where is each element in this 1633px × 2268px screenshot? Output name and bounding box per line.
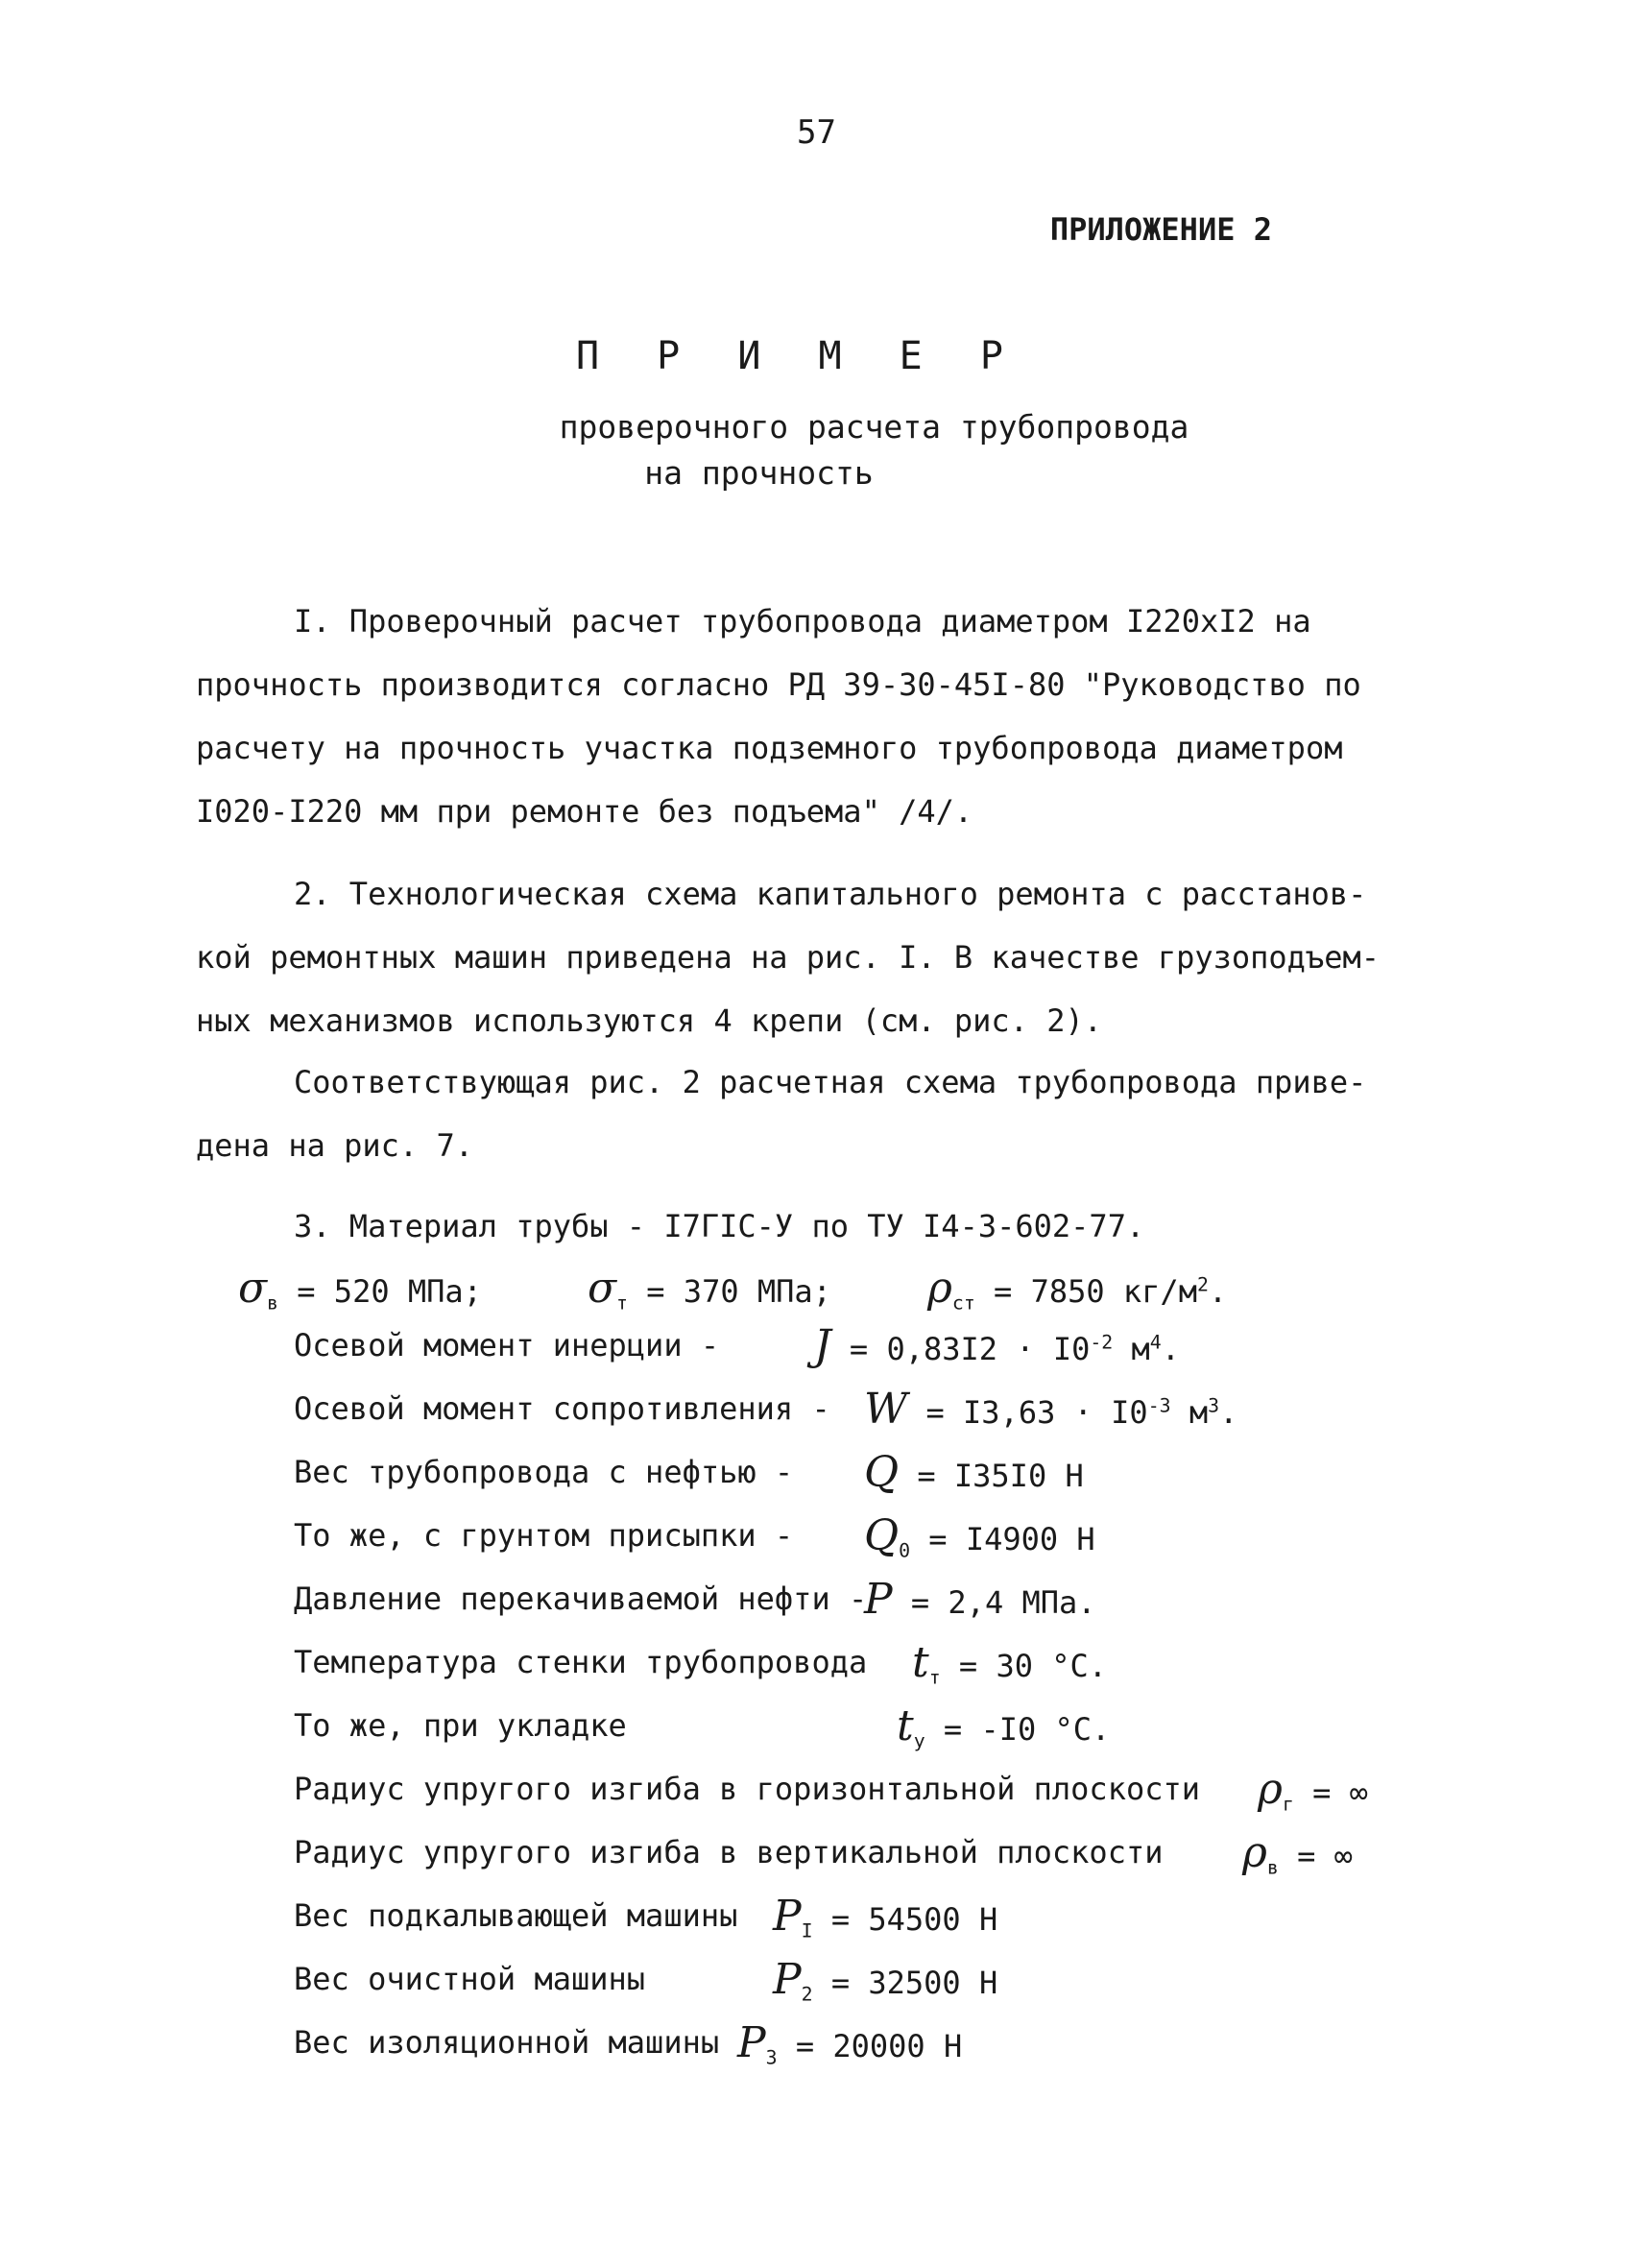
paragraph-3-line-2: дена на рис. 7. (196, 1127, 473, 1164)
param-value-4 (864, 1575, 1096, 1624)
paragraph-1-line-1: I. Проверочный расчет трубопровода диаметром I220xI2 на (294, 603, 1311, 639)
subtitle-line-1: проверочного расчета трубопровода (559, 408, 1189, 446)
param-number-1: = I3,63 · I0 (907, 1394, 1148, 1431)
paragraph-2-line-1: 2. Технологическая схема капитального ремонта с расстанов- (294, 876, 1367, 912)
param-subscript-3: 0 (899, 1539, 911, 1562)
param-label-1: Осевой момент сопротивления - (294, 1390, 830, 1427)
param-symbol-10: P (773, 1955, 802, 2004)
param-label-5: Температура стенки трубопровода (294, 1644, 868, 1680)
param-symbol-9: P (773, 1892, 802, 1941)
param-label-0: Осевой момент инерции - (294, 1327, 720, 1363)
document-title: П Р И М Е Р (576, 334, 1021, 378)
sigma-t-sub: т (616, 1291, 628, 1315)
param-number-7: = ∞ (1293, 1774, 1368, 1811)
param-symbol-4: P (864, 1575, 893, 1624)
sigma-b-sub: в (267, 1291, 278, 1315)
param-value-8 (1242, 1828, 1353, 1878)
param-symbol-1: W (864, 1385, 908, 1434)
paragraph-3-line-1: Соответствующая рис. 2 расчетная схема трубопровода приве- (294, 1064, 1367, 1100)
paragraph-1-line-4: I020-I220 мм при ремонте без подъема" /4/. (196, 793, 973, 830)
param-tail-1: . (1219, 1394, 1238, 1431)
param-label-4: Давление перекачиваемой нефти - (294, 1580, 868, 1617)
param-symbol-8: ρ (1242, 1828, 1267, 1877)
param-symbol-3: Q (864, 1511, 900, 1560)
param-symbol-5: t (912, 1638, 929, 1687)
param-symbol-7: ρ (1258, 1765, 1283, 1814)
sigma-t-symbol: σ (588, 1264, 617, 1313)
subtitle-line-2: на прочность (644, 454, 874, 492)
param-value-11 (737, 2018, 962, 2068)
param-number-2: = I35I0 Н (899, 1458, 1084, 1494)
param-label-9: Вес подкалывающей машины (294, 1897, 738, 1934)
param-exponent-1: -3 (1147, 1394, 1171, 1417)
param-symbol-11: P (737, 2018, 766, 2067)
sigma-b-number: = 520 МПа; (297, 1273, 482, 1310)
param-number-0: = 0,83I2 · I0 (830, 1331, 1091, 1367)
param-label-8: Радиус упругого изгиба в вертикальной плоскости (294, 1834, 1164, 1870)
rho-st-value (927, 1264, 1227, 1314)
param-value-2 (864, 1448, 1084, 1497)
page-number: 57 (797, 113, 836, 152)
param-subscript-8: в (1266, 1856, 1279, 1879)
section-3-intro: 3. Материал трубы - I7ГIС-У по ТУ I4-3-602-77. (294, 1208, 1145, 1244)
param-value-6 (897, 1701, 1110, 1751)
paragraph-2-line-2: кой ремонтных машин приведена на рис. I. В качестве грузоподъем- (196, 939, 1380, 976)
param-subscript-6: у (913, 1729, 925, 1752)
rho-st-sub: ст (951, 1291, 975, 1315)
param-label-10: Вес очистной машины (294, 1961, 646, 1997)
param-subscript-9: I (801, 1919, 813, 1942)
param-value-3 (864, 1511, 1095, 1561)
param-number-4: = 2,4 МПа. (892, 1584, 1096, 1621)
param-number-8: = ∞ (1278, 1838, 1353, 1874)
paragraph-1-line-2: прочность производится согласно РД 39-30-45I-80 "Руководство по (196, 666, 1361, 703)
appendix-heading: ПРИЛОЖЕНИЕ 2 (1049, 211, 1272, 248)
param-exponent-0: -2 (1090, 1331, 1114, 1354)
param-subscript-7: г (1282, 1793, 1294, 1816)
param-subscript-11: 3 (765, 2046, 778, 2069)
param-number-5: = 30 °С. (940, 1648, 1108, 1684)
param-unit-1: м (1170, 1394, 1209, 1431)
rho-st-symbol: ρ (927, 1264, 952, 1313)
param-number-11: = 20000 Н (777, 2028, 963, 2064)
param-label-11: Вес изоляционной машины (294, 2024, 720, 2061)
param-value-5 (912, 1638, 1107, 1688)
param-label-7: Радиус упругого изгиба в горизонтальной плоскости (294, 1771, 1201, 1807)
param-label-3: То же, с грунтом присыпки - (294, 1517, 794, 1554)
param-value-1 (864, 1385, 1237, 1434)
param-number-6: = -I0 °С. (925, 1711, 1111, 1748)
param-label-2: Вес трубопровода с нефтью - (294, 1454, 794, 1490)
param-value-9 (773, 1892, 997, 1942)
param-value-0 (814, 1321, 1180, 1370)
sigma-t-number: = 370 МПа; (646, 1273, 831, 1310)
param-number-9: = 54500 Н (812, 1901, 998, 1938)
param-subscript-10: 2 (801, 1983, 813, 2006)
rho-st-sup: 2 (1196, 1273, 1209, 1296)
paragraph-2-line-3: ных механизмов используются 4 крепи (см. рис. 2). (196, 1002, 1103, 1039)
param-value-7 (1258, 1765, 1368, 1815)
param-symbol-2: Q (864, 1448, 900, 1497)
rho-st-tail: . (1208, 1273, 1228, 1310)
sigma-b-symbol: σ (238, 1264, 268, 1313)
param-label-6: То же, при укладке (294, 1707, 627, 1744)
param-number-3: = I4900 Н (910, 1521, 1095, 1557)
param-tail-0: . (1161, 1331, 1180, 1367)
sigma-t-value (588, 1264, 831, 1314)
rho-st-number: = 7850 кг/м (994, 1273, 1197, 1310)
paragraph-1-line-3: расчету на прочность участка подземного трубопровода диаметром (196, 730, 1343, 766)
param-symbol-0: J (814, 1321, 831, 1370)
param-unit-exponent-1: 3 (1208, 1394, 1220, 1417)
param-symbol-6: t (897, 1701, 914, 1750)
param-unit-exponent-0: 4 (1149, 1331, 1162, 1354)
param-subscript-5: т (928, 1666, 941, 1689)
param-number-10: = 32500 Н (812, 1965, 998, 2001)
param-value-10 (773, 1955, 997, 2005)
sigma-b-value (238, 1264, 482, 1314)
param-unit-0: м (1113, 1331, 1150, 1367)
